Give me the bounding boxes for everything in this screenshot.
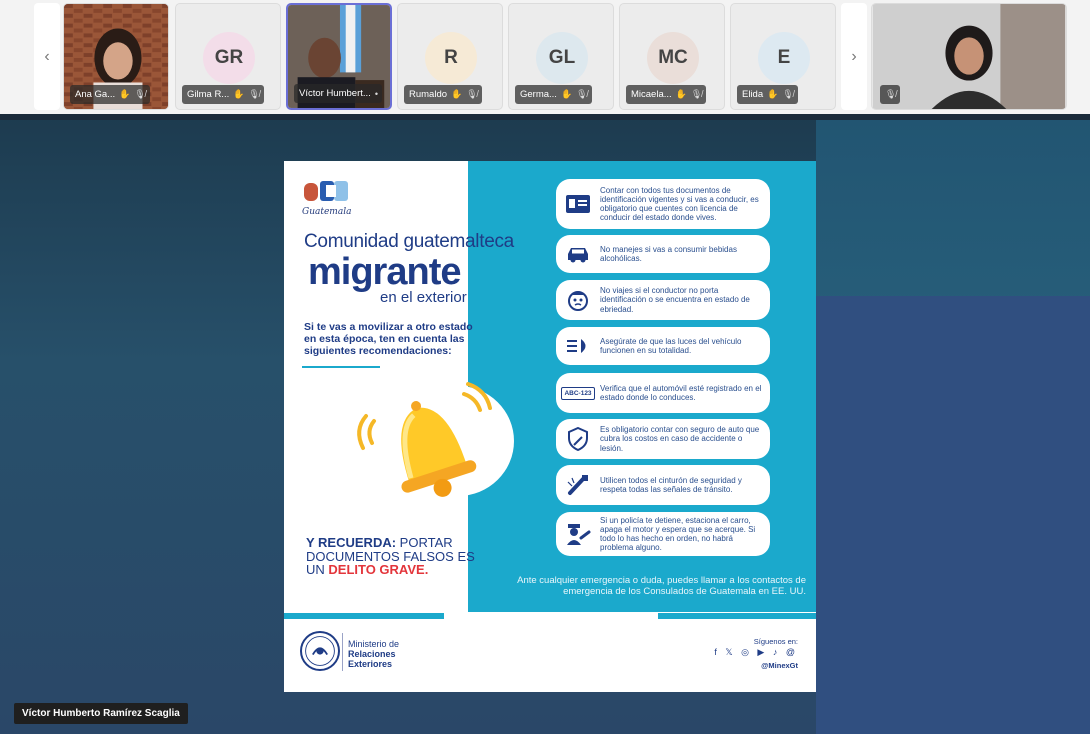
more-icon[interactable]: • <box>374 88 378 99</box>
ministry-line: Relaciones <box>348 649 396 659</box>
avatar: GR <box>203 32 255 84</box>
tip-text: No manejes si vas a consumir bebidas alcohólicas. <box>600 244 737 263</box>
car-icon <box>556 245 600 263</box>
participant-tile-ana[interactable] <box>63 3 169 110</box>
mic-off-icon: 🎙︎̸ <box>576 89 588 99</box>
avatar: E <box>758 32 810 84</box>
self-mic-chip <box>880 85 900 104</box>
mic-off-icon: 🎙︎̸ <box>782 89 794 99</box>
tip-text: Verifica que el automóvil esté registrado en el estado donde lo conduces. <box>600 383 762 402</box>
hand-icon: ✋ <box>675 89 687 99</box>
reminder-text: PORTAR DOCUMENTOS FALSOS ES UN <box>306 535 475 577</box>
participant-name: Gilma R... <box>187 89 230 100</box>
tip-item <box>556 419 770 459</box>
poster-heading-top: Comunidad guatemalteca <box>304 231 514 252</box>
reminder-prefix: Y RECUERDA: <box>306 535 397 550</box>
shared-infographic <box>284 161 816 692</box>
participant-tile-micaela[interactable] <box>619 3 725 110</box>
participant-name-chip <box>70 85 150 104</box>
ministry-name <box>348 639 399 669</box>
tip-text: Si un policía te detiene, estaciona el carro, apaga el motor y espera que se acerque. Si todo lo has hecho en orden, no habrá problema alguno. <box>600 515 756 553</box>
ministry-seal-icon <box>300 631 340 671</box>
participant-name: Rumaldo <box>409 89 448 100</box>
shield-icon <box>556 427 600 451</box>
headlight-icon <box>556 337 600 355</box>
avatar: R <box>425 32 477 84</box>
divider <box>342 633 343 671</box>
logo-text: Guatemala <box>302 207 352 217</box>
seatbelt-icon <box>556 474 600 496</box>
tip-item <box>556 327 770 365</box>
social-media-icons: f 𝕏 ◎ ▶ ♪ @ <box>714 647 798 657</box>
tip-item <box>556 179 770 229</box>
participant-tile-gilma[interactable] <box>175 3 281 110</box>
tip-item <box>556 373 770 413</box>
self-view-tile[interactable] <box>871 3 1067 110</box>
poster-heading-main: migrante <box>308 251 461 293</box>
participant-name-chip <box>294 84 382 103</box>
participant-name: Germa... <box>520 89 557 100</box>
participant-tile-rumaldo[interactable] <box>397 3 503 110</box>
stage-side-panel <box>816 120 1090 734</box>
license-plate-icon <box>556 387 600 400</box>
tip-item <box>556 465 770 505</box>
mic-off-icon: 🎙︎̸ <box>690 89 703 99</box>
ministry-line: Ministerio de <box>348 639 400 649</box>
avatar: MC <box>647 32 699 84</box>
hand-icon: ✋ <box>233 89 245 99</box>
self-view-video <box>872 4 1066 109</box>
poster-footnote: Ante cualquier emergencia o duda, puedes llamar a los contactos de emergencia de los Consulados de Guatemala en EE. UU. <box>517 575 806 597</box>
participant-name-chip <box>182 85 264 104</box>
participant-tile-victor[interactable] <box>286 3 392 110</box>
shared-screen-stage <box>0 114 1090 734</box>
tip-item <box>556 512 770 556</box>
hand-icon: ✋ <box>560 89 573 99</box>
bell-icon <box>344 366 514 506</box>
participant-tile-elida[interactable] <box>730 3 836 110</box>
poster-lead-text: Si te vas a movilizar a otro estado en esta época, ten en cuenta las siguientes recomendaciones: <box>304 321 473 357</box>
chevron-left-icon[interactable]: ‹ <box>34 3 60 110</box>
plate-text: ABC-123 <box>561 387 594 400</box>
mic-off-icon: 🎙︎̸ <box>134 89 146 99</box>
social-handle: @MinexGt <box>761 661 798 670</box>
tip-text: No viajes si el conductor no porta identificación o se encuentra en estado de ebriedad. <box>600 286 750 314</box>
poster-heading-sub: en el exterior <box>380 289 467 306</box>
participant-name-chip <box>404 85 482 104</box>
participant-name: Micaela... <box>631 89 672 100</box>
tip-text: Es obligatorio contar con seguro de auto que cubra los costos en caso de accidente o lesión. <box>600 425 760 453</box>
follow-label: Síguenos en: <box>753 637 798 646</box>
hand-icon: ✋ <box>767 89 779 99</box>
police-officer-icon <box>556 522 600 546</box>
mic-off-icon: 🎙︎̸ <box>248 89 260 99</box>
dizzy-face-icon <box>556 289 600 311</box>
mic-off-icon: 🎙︎̸ <box>885 89 897 99</box>
chevron-right-icon[interactable]: › <box>841 3 867 110</box>
infographic-stripe <box>658 613 816 619</box>
participant-name-chip <box>515 85 592 104</box>
tip-item <box>556 280 770 320</box>
tip-text: Contar con todos tus documentos de identificación vigentes y si vas a conducir, es obligatorio que cuentes con licencia de conducir del estado donde vives. <box>600 185 759 223</box>
participant-tile-germa[interactable] <box>508 3 614 110</box>
participant-name: Víctor Humbert... <box>299 88 371 99</box>
poster-reminder <box>306 536 476 577</box>
stage-side-band <box>816 296 1090 734</box>
hand-icon: ✋ <box>119 89 131 99</box>
mic-off-icon: 🎙︎̸ <box>466 89 478 99</box>
id-card-icon <box>556 194 600 214</box>
tip-text: Utilicen todos el cinturón de seguridad y respeta todas las señales de tránsito. <box>600 475 742 494</box>
participant-name: Elida <box>742 89 764 100</box>
tip-text: Asegúrate de que las luces del vehículo funcionen en su totalidad. <box>600 336 742 355</box>
participant-name: Ana Ga... <box>75 89 116 100</box>
participant-name-chip <box>737 85 798 104</box>
presenter-name-label: Víctor Humberto Ramírez Scaglia <box>14 703 188 724</box>
hand-icon: ✋ <box>451 89 463 99</box>
reminder-emphasis: DELITO GRAVE. <box>328 562 429 577</box>
ministry-line: Exteriores <box>348 659 393 669</box>
participant-name-chip <box>626 85 706 104</box>
avatar: GL <box>536 32 588 84</box>
tip-item <box>556 235 770 273</box>
infographic-stripe <box>284 613 444 619</box>
participant-strip <box>0 0 1090 114</box>
